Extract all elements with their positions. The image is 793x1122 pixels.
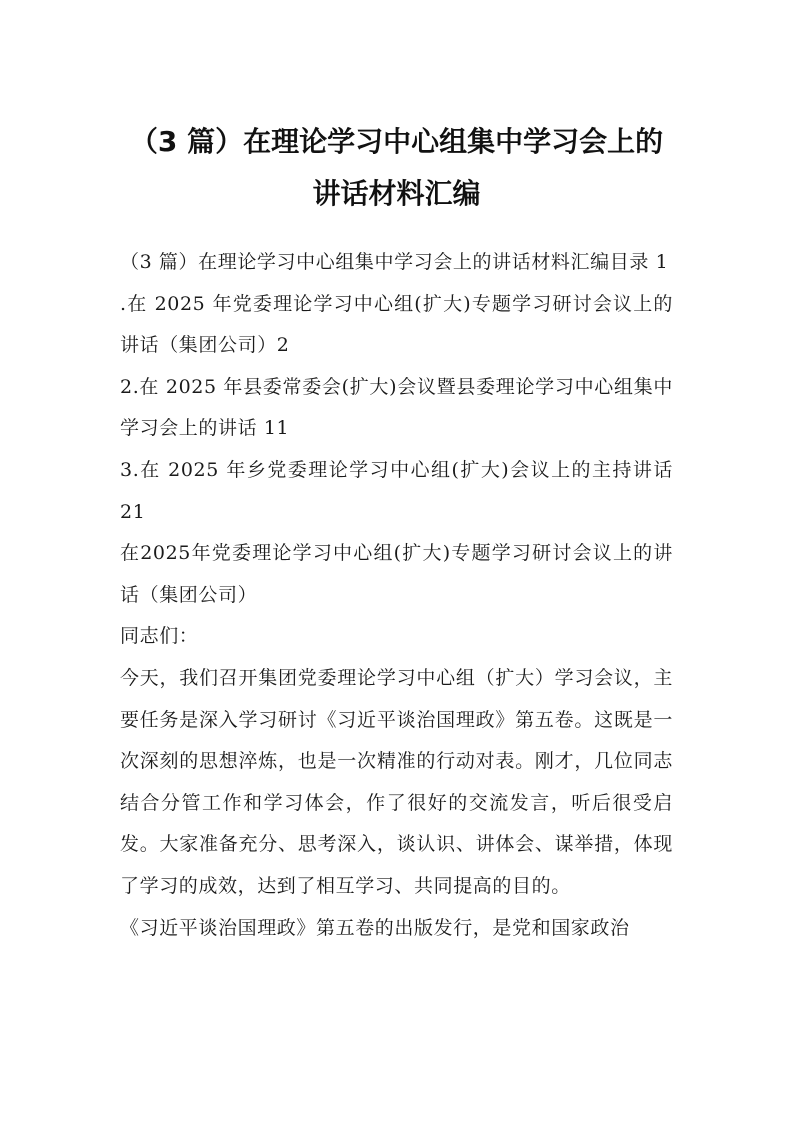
salutation: 同志们： bbox=[120, 625, 199, 648]
toc-heading: （3 篇）在理论学习中心组集中学习会上的讲话材料汇编目录 1 bbox=[120, 251, 669, 273]
section-heading: 在2025年党委理论学习中心组(扩大)专题学习研讨会议上的讲话（集团公司） bbox=[120, 542, 673, 606]
document-title-line-1: （3 篇）在理论学习中心组集中学习会上的 bbox=[129, 125, 664, 158]
paragraph-1: 今天，我们召开集团党委理论学习中心组（扩大）学习会议，主要任务是深入学习研讨《习近平谈治国理政》第五卷。这既是一次深刻的思想淬炼，也是一次精准的行动对表。刚才，几位同志结合分管工作和学习体会，作了很好的交流发言，听后很受启发。大家准备充分、思考深入，谈认识、讲体会、谋举措，体现了学习的成效，达到了相互学习、共同提高的目的。 bbox=[120, 666, 673, 897]
toc-item-2: 2.在 2025 年县委常委会(扩大)会议暨县委理论学习中心组集中学习会上的讲话 11 bbox=[120, 375, 673, 440]
document-body bbox=[120, 242, 673, 949]
toc-item-1: .在 2025 年党委理论学习中心组(扩大)专题学习研讨会议上的讲话（集团公司）2 bbox=[120, 292, 673, 357]
paragraph-2: 《习近平谈治国理政》第五卷的出版发行，是党和国家政治 bbox=[120, 916, 630, 939]
document-title-line-2: 讲话材料汇编 bbox=[312, 177, 481, 210]
toc-item-3: 3.在 2025 年乡党委理论学习中心组(扩大)会议上的主持讲话 21 bbox=[120, 458, 673, 523]
